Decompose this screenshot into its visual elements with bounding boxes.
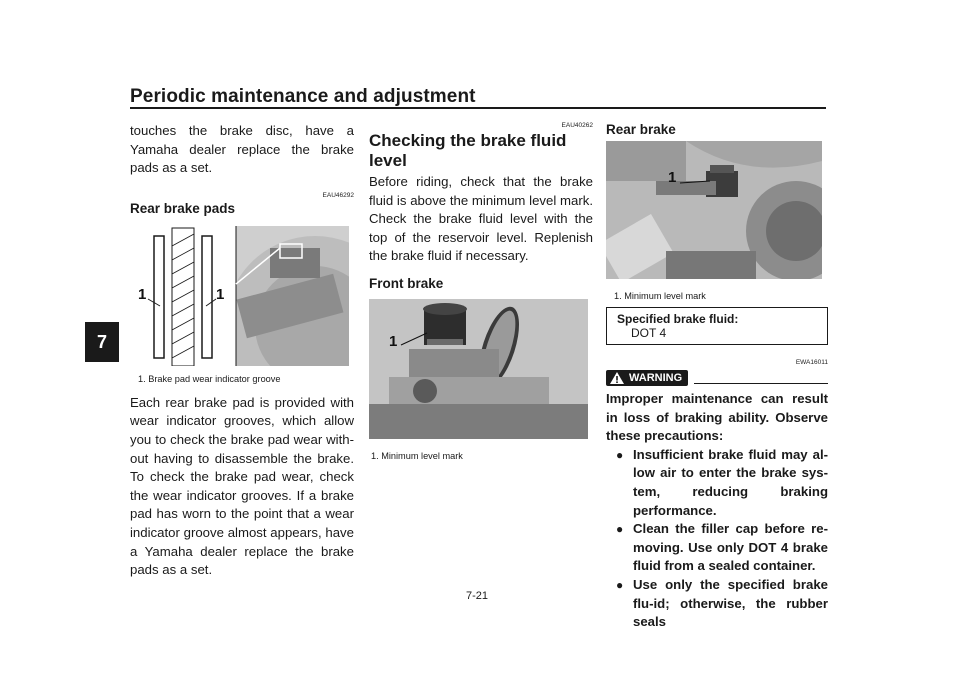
rear-brake-figure [606,141,822,279]
header-rule [130,107,826,109]
front-brake-illustration [369,299,588,439]
rear-brake-heading: Rear brake [606,122,676,137]
warning-item [616,446,828,520]
figure-callout-1: 1 [389,332,398,350]
warning-label: WARNING [629,372,683,384]
warning-badge [606,370,688,386]
chapter-tab: 7 [85,322,119,362]
intro-text: touches the brake disc, have a Yamaha dealer replace the brake pads as a set. [130,123,354,176]
section-code: EAU40262 [561,122,593,129]
rear-brake-illustration [606,141,822,279]
warning-text: Improper maintenance can result in loss of braking ability. Observe these precautions: [606,391,828,444]
section-body: Before riding, check that the brake fluid is above the minimum level mark. Check the brake fluid level with the top of the reservoir level. Replenish the brake fluid if necessary. [369,174,593,264]
figure-callout-1-right: 1 [216,285,225,303]
front-brake-figure [369,299,588,439]
rear-brake-pads-body: Each rear brake pad is provided with wear indicator grooves, which allow you to check the brake pad wear with-out having to disassemble the brake. To check the brake pad wear, check the wear indicator grooves. If a brake pad has worn to the point that a wear indicator groove almost appears, have a Yamaha dealer replace the brake pads as a set. [130,394,354,578]
column-3 [606,122,828,632]
warning-item [616,520,828,576]
bullet-icon: ● [616,522,624,537]
figure-caption: 1. Minimum level mark [371,450,463,461]
warning-header [606,370,828,386]
warning-item-text: Use only the specified brake flu-id; otherwise, the rubber seals [633,576,828,630]
warning-item-text: Clean the filler cap before re-moving. Use only DOT 4 brake fluid from a sealed container. [633,521,828,574]
brake-pad-illustration [130,226,349,366]
warning-item [616,576,828,632]
page-header-title: Periodic maintenance and adjustment [130,86,476,107]
warning-item-text: Insufficient brake fluid may al-low air to enter the brake sys-tem, reducing braking performance. [633,446,828,518]
spec-value: DOT 4 [631,326,667,340]
figure-caption: 1. Minimum level mark [614,291,706,301]
warning-triangle-icon [610,372,624,384]
spec-label: Specified brake fluid: [617,312,739,326]
column-1 [130,122,354,580]
rear-brake-pads-heading: Rear brake pads [130,200,236,216]
bullet-icon: ● [616,447,624,462]
bullet-icon: ● [616,577,624,592]
brake-pad-figure [130,226,349,366]
warning-code: EWA16011 [795,359,828,366]
figure-caption: 1. Brake pad wear indicator groove [138,373,281,384]
warning-list [606,446,828,632]
page-number: 7-21 [466,590,489,602]
specification-box [606,307,828,345]
figure-callout-1-left: 1 [138,285,147,303]
warning-rule [694,373,828,384]
section-title: Checking the brake fluid level [369,131,567,170]
front-brake-heading: Front brake [369,275,444,291]
figure-callout-1: 1 [668,169,677,186]
column-2 [369,122,593,461]
section-code: EAU46292 [322,191,354,199]
